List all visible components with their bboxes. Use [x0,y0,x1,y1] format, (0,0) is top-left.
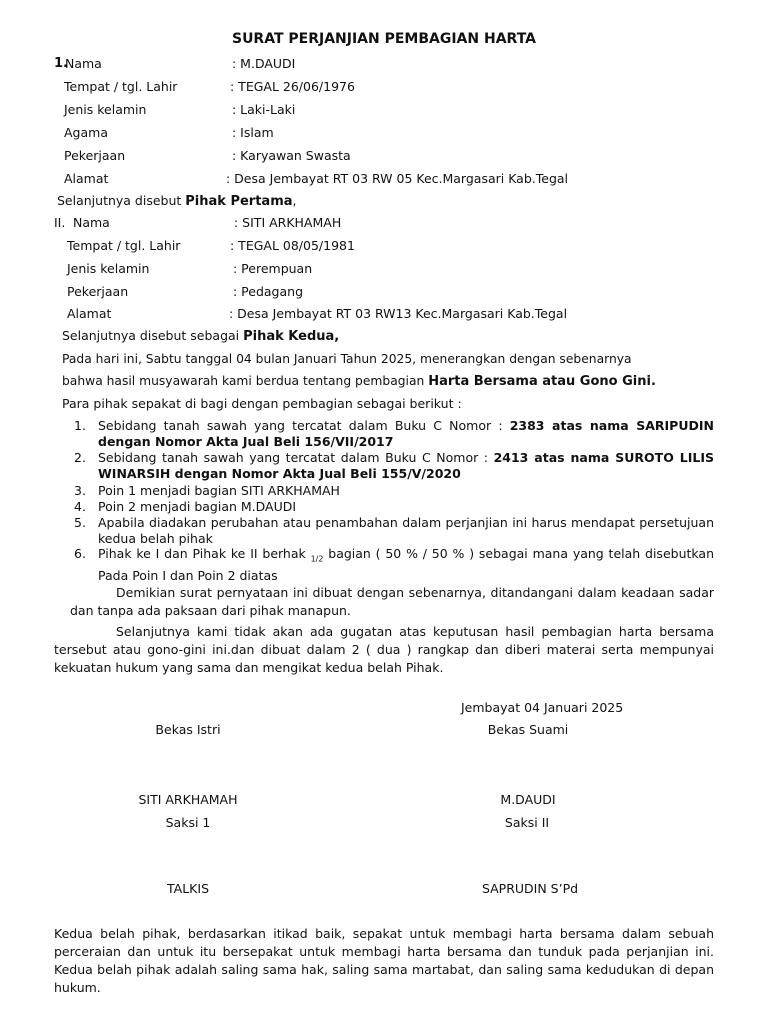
list-bold: 2383 atas nama SARIPUDIN dengan Nomor Akta Jual Beli 156/VII/2017 [98,418,714,449]
party-1-value: : Laki-Laki [232,102,296,117]
party-2-value: : Perempuan [233,261,313,276]
party-2-row [67,260,667,278]
intro-line-2-text: bahwa hasil musyawarah kami berdua tentang pembagian [62,374,429,388]
party-1-value: : Desa Jembayat RT 03 RW 05 Kec.Margasari Kab.Tegal [226,171,569,186]
party-2-name-row [54,214,654,232]
right-signatory-name: M.DAUDI [500,792,556,807]
party-1-label: Agama [64,125,108,140]
list-item [74,546,714,584]
party-2-designation [62,327,662,345]
list-item [74,515,714,547]
list-text: Pihak ke I dan Pihak ke II berhak [98,546,311,561]
list-number: 6. [74,546,86,561]
intro-line-1: Pada hari ini, Sabtu tanggal 04 bulan Januari Tahun 2025, menerangkan dengan sebenarnya [62,352,632,366]
designation-bold: Pihak Kedua, [243,329,340,344]
party-2-label: Tempat / tgl. Lahir [67,238,181,253]
list-number: 5. [74,515,86,530]
list-text: Sebidang tanah sawah yang tercatat dalam Buku C Nomor : [98,450,494,465]
designation-bold: Pihak Pertama [185,194,293,209]
list-item [74,418,714,450]
intro-line-2 [62,372,722,390]
intro-line-3: Para pihak sepakat di bagi dengan pembagian sebagai berikut : [62,396,462,411]
intro-line-2-bold: Harta Bersama atau Gono Gini. [428,374,656,389]
list-number: 4. [74,499,86,514]
party-1-row [64,101,664,119]
party-2-value: : SITI ARKHAMAH [234,215,342,230]
list-item [74,450,714,482]
party-1-marker: 1. [54,56,68,71]
party-1-row [64,78,664,96]
place-date: Jembayat 04 Januari 2025 [461,700,624,715]
list-text: bagian ( 50 % / 50 % ) sebagai mana yang telah disebutkan Pada Poin I dan Poin 2 diatas [98,546,714,583]
party-2-label: Alamat [67,306,112,321]
list-text: Poin 2 menjadi bagian M.DAUDI [98,499,297,514]
designation-text: Selanjutnya disebut [57,193,186,208]
party-1-value: : TEGAL 26/06/1976 [230,79,355,94]
party-1-label: Tempat / tgl. Lahir [64,79,178,94]
list-item [74,499,714,515]
party-1-row [64,147,664,165]
witness-1-name: TALKIS [167,881,209,896]
closing-paragraph-1: Demikian surat pernyataan ini dibuat dengan sebenarnya, ditandangani dalam keadaan sadar dan tanpa ada paksaan dari pihak manapun. [70,585,714,618]
left-signatory-name: SITI ARKHAMAH [138,792,238,807]
party-2-label: Jenis kelamin [67,261,150,276]
party-2-row [67,283,667,301]
party-1-name-row [54,55,654,73]
list-number: 3. [74,483,86,498]
list-bold: 2413 atas nama SUROTO LILIS WINARSIH dengan Nomor Akta Jual Beli 155/V/2020 [98,450,714,481]
list-text: Apabila diadakan perubahan atau penambahan dalam perjanjian ini harus mendapat persetujuan kedua belah pihak [98,515,714,546]
witness-1-label: Saksi 1 [165,815,211,830]
list-item [74,483,714,499]
party-2-marker: II. [54,215,66,230]
list-text: Sebidang tanah sawah yang tercatat dalam Buku C Nomor : [98,418,510,433]
right-role: Bekas Suami [487,722,569,737]
party-2-label: Nama [73,215,110,230]
party-1-label: Nama [65,56,102,71]
list-text: Poin 1 menjadi bagian SITI ARKHAMAH [98,483,340,498]
document-title: SURAT PERJANJIAN PEMBAGIAN HARTA [231,31,536,47]
party-2-label: Pekerjaan [67,284,129,299]
party-1-row [64,170,704,188]
party-2-row [67,237,667,255]
party-1-designation [57,192,657,210]
witness-2-label: Saksi II [504,815,550,830]
party-1-row [64,124,664,142]
party-2-value: : Desa Jembayat RT 03 RW13 Kec.Margasari Kab.Tegal [229,306,568,321]
list-number: 2. [74,450,86,465]
left-role: Bekas Istri [155,722,221,737]
party-1-label: Alamat [64,171,109,186]
witness-2-name: SAPRUDIN S’Pd [481,881,579,896]
designation-text: Selanjutnya disebut sebagai [62,328,244,343]
party-1-value: : Karyawan Swasta [232,148,351,163]
party-2-value: : TEGAL 08/05/1981 [230,238,355,253]
party-1-value: : Islam [232,125,274,140]
list-number: 1. [74,418,86,433]
closing-paragraph-2: Selanjutnya kami tidak akan ada gugatan atas keputusan hasil pembagian harta bersama tersebut atau gono-gini ini.dan dibuat dalam 2 ( dua ) rangkap dan diberi materai serta mempunyai kekuatan hukum yang sama dan mengikat kedua belah Pihak. [54,624,714,675]
fraction: 1/2 [310,554,324,564]
party-1-label: Jenis kelamin [64,102,147,117]
footer-paragraph: Kedua belah pihak, berdasarkan itikad baik, sepakat untuk membagi harta bersama dalam sebuah perceraian dan untuk itu bersepakat untuk membagi harta bersama dan tunduk pada perjanjian ini. Kedua belah pihak adalah saling sama hak, saling sama martabat, dan saling sama kedudukan di depan hukum. [54,926,714,995]
party-2-row [67,305,707,323]
party-1-label: Pekerjaan [64,148,126,163]
party-2-value: : Pedagang [233,284,304,299]
party-1-value: : M.DAUDI [232,56,296,71]
designation-suffix: , [292,193,297,208]
